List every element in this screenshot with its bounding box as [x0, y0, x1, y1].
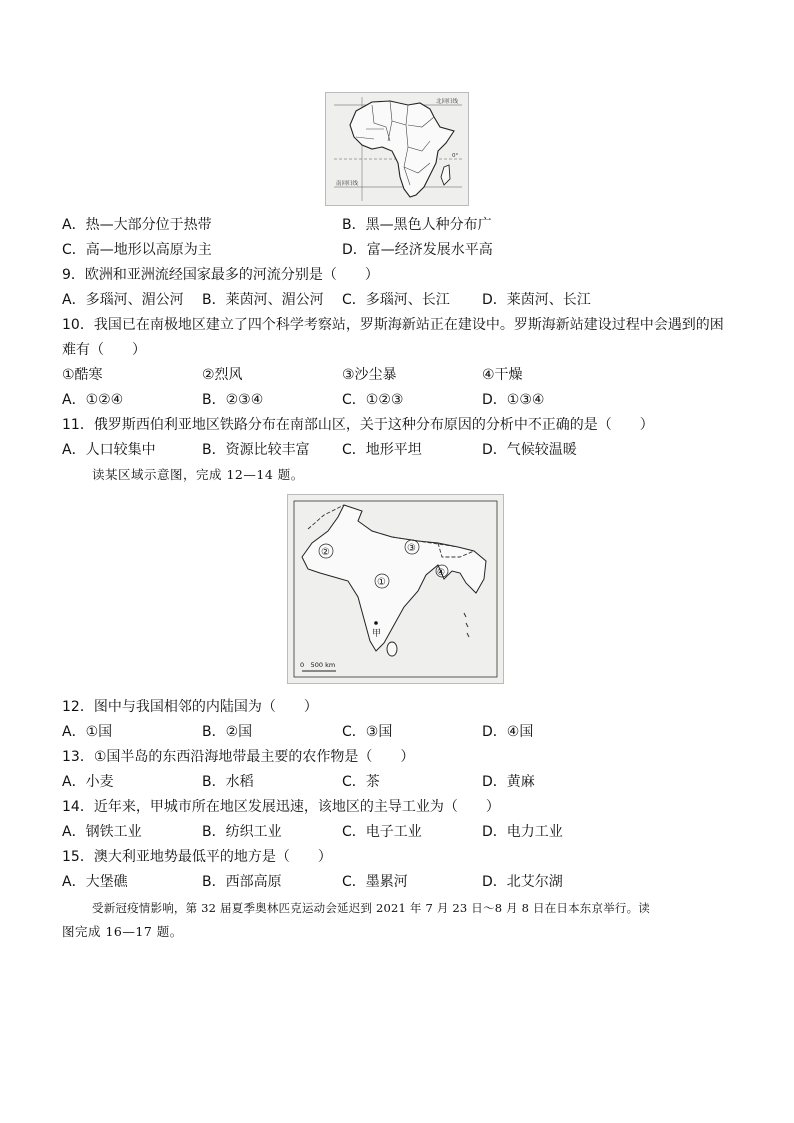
intro-12-14: 读某区域示意图，完成 12—14 题。 — [92, 467, 304, 482]
q10-stem-line1: 10．我国已在南极地区建立了四个科学考察站，罗斯海新站正在建设中。罗斯海新站建设过程中会遇到的困 — [62, 317, 724, 333]
q15-option-a[interactable]: A．大堡礁 — [62, 874, 128, 890]
q14-option-a[interactable]: A．钢铁工业 — [62, 824, 142, 840]
q10-item-4: ④干燥 — [482, 367, 523, 383]
tropic-cancer-label: 北回归线 — [436, 99, 459, 105]
q12-option-b[interactable]: B．②国 — [202, 724, 253, 740]
q12-stem: 12．图中与我国相邻的内陆国为（ ） — [62, 699, 318, 715]
q8-option-b[interactable]: B．黑—黑色人种分布广 — [342, 217, 492, 233]
south-asia-map-drawing — [288, 495, 503, 683]
africa-map-drawing — [326, 93, 468, 205]
q15-option-c[interactable]: C．墨累河 — [342, 874, 408, 890]
q12-option-a[interactable]: A．①国 — [62, 724, 113, 740]
q12-option-c[interactable]: C．③国 — [342, 724, 393, 740]
q10-stem-line2: 难有（ ） — [62, 342, 146, 358]
intro-16-17-line2: 图完成 16—17 题。 — [62, 924, 183, 939]
q11-option-a[interactable]: A．人口较集中 — [62, 442, 156, 458]
label-1: ① — [377, 577, 386, 588]
scale-label: 0 500 km — [300, 661, 336, 669]
city-jia-label: 甲 — [372, 629, 382, 639]
label-2: ② — [321, 547, 330, 558]
q15-option-d[interactable]: D．北艾尔湖 — [482, 874, 563, 890]
island-chain — [464, 613, 469, 637]
q13-option-a[interactable]: A．小麦 — [62, 774, 114, 790]
q14-option-d[interactable]: D．电力工业 — [482, 824, 563, 840]
south-asia-map — [287, 494, 504, 684]
sri-lanka-shape — [387, 642, 397, 656]
q9-option-d[interactable]: D．莱茵河、长江 — [482, 292, 591, 308]
q10-item-2: ②烈风 — [202, 367, 243, 383]
label-3: ③ — [407, 543, 416, 554]
q11-option-b[interactable]: B．资源比较丰富 — [202, 442, 310, 458]
q12-option-d[interactable]: D．④国 — [482, 724, 534, 740]
q11-stem: 11．俄罗斯西伯利亚地区铁路分布在南部山区，关于这种分布原因的分析中不正确的是（ ） — [62, 417, 654, 433]
q13-option-c[interactable]: C．茶 — [342, 774, 380, 790]
q11-option-d[interactable]: D．气候较温暖 — [482, 442, 577, 458]
q14-option-c[interactable]: C．电子工业 — [342, 824, 422, 840]
q8-option-d[interactable]: D．富—经济发展水平高 — [342, 242, 493, 258]
q11-option-c[interactable]: C．地形平坦 — [342, 442, 422, 458]
madagascar-shape — [441, 165, 450, 185]
africa-map — [325, 92, 469, 206]
q10-option-d[interactable]: D．①③④ — [482, 392, 545, 408]
intro-16-17-line1: 受新冠疫情影响，第 32 届夏季奥林匹克运动会延迟到 2021 年 7 月 23 日～8 月 8 日在日本东京举行。读 — [92, 901, 650, 915]
tropic-capricorn-label: 南回归线 — [336, 181, 359, 187]
q9-option-c[interactable]: C．多瑙河、长江 — [342, 292, 450, 308]
q10-item-3: ③沙尘暴 — [342, 367, 397, 383]
q8-option-a[interactable]: A．热—大部分位于热带 — [62, 217, 212, 233]
q10-item-1: ①酷寒 — [62, 367, 103, 383]
africa-outline — [350, 101, 454, 197]
india-outline — [302, 505, 486, 651]
q13-option-d[interactable]: D．黄麻 — [482, 774, 535, 790]
label-4: ④ — [437, 568, 446, 578]
q13-option-b[interactable]: B．水稻 — [202, 774, 254, 790]
q14-stem: 14．近年来，甲城市所在地区发展迅速，该地区的主导工业为（ ） — [62, 799, 500, 815]
equator-label: 0° — [452, 153, 459, 159]
q15-stem: 15．澳大利亚地势最低平的地方是（ ） — [62, 849, 332, 865]
q13-stem: 13．①国半岛的东西沿海地带最主要的农作物是（ ） — [62, 749, 415, 765]
q14-option-b[interactable]: B．纺织工业 — [202, 824, 282, 840]
q10-option-a[interactable]: A．①②④ — [62, 392, 124, 408]
q10-option-c[interactable]: C．①②③ — [342, 392, 404, 408]
q10-option-b[interactable]: B．②③④ — [202, 392, 264, 408]
q8-option-c[interactable]: C．高—地形以高原为主 — [62, 242, 212, 258]
q9-option-a[interactable]: A．多瑙河、湄公河 — [62, 292, 184, 308]
city-jia-dot — [374, 621, 378, 625]
q15-option-b[interactable]: B．西部高原 — [202, 874, 282, 890]
q9-stem: 9．欧洲和亚洲流经国家最多的河流分别是（ ） — [62, 267, 379, 283]
q9-option-b[interactable]: B．莱茵河、湄公河 — [202, 292, 324, 308]
